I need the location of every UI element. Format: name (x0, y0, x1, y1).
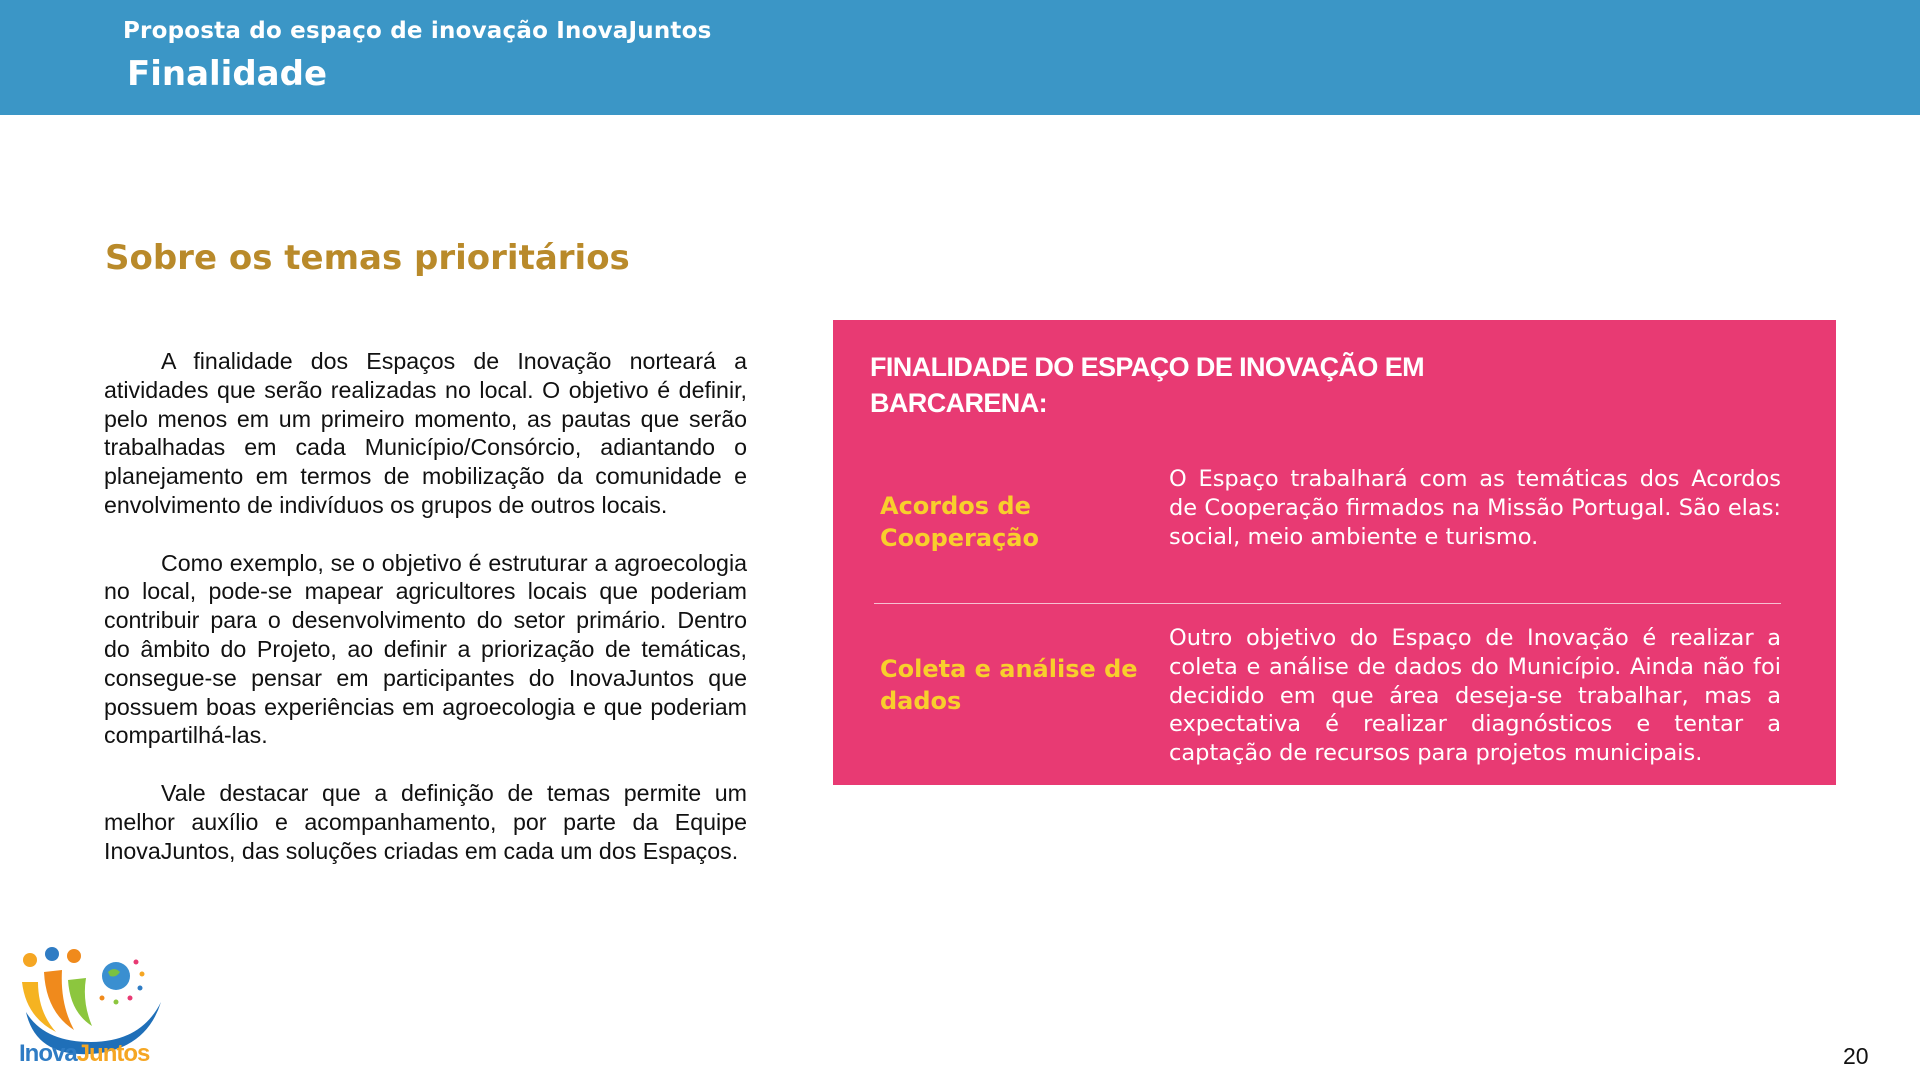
page-number: 20 (1843, 1043, 1869, 1069)
body-text (104, 347, 747, 865)
row-label-coleta: Coleta e análise de dados (880, 655, 1138, 715)
section-title: Sobre os temas prioritários (105, 238, 630, 278)
box-title: FINALIDADE DO ESPAÇO DE INOVAÇÃO EM BARCARENA: (870, 352, 1425, 418)
header-bar (0, 0, 1920, 115)
row-label-acordos: Acordos de Cooperação (880, 492, 1039, 552)
page-title: Finalidade (127, 54, 328, 94)
paragraph-3: Vale destacar que a definição de temas permite um melhor auxílio e acompanhamento, por parte da Equipe InovaJuntos, das soluções criadas em cada um dos Espaços. (104, 779, 747, 864)
logo-text-inova: Inova (19, 1040, 77, 1067)
logo-text-juntos: Juntos (76, 1040, 150, 1067)
row-divider (874, 603, 1781, 604)
header-subtitle: Proposta do espaço de inovação InovaJuntos (123, 18, 712, 44)
logo-wordmark (19, 1040, 149, 1068)
finalidade-box (833, 320, 1836, 785)
paragraph-2: Como exemplo, se o objetivo é estruturar a agroecologia no local, pode-se mapear agricultores locais que poderiam contribuir para o desenvolvimento do setor primário. Dentro do âmbito do Projeto, ao definir a priorização de temáticas, consegue-se pensar em participantes do InovaJuntos que possuem boas experiências em agroecologia e que poderiam compartilhá-las. (104, 549, 747, 749)
paragraph-1: A finalidade dos Espaços de Inovação norteará a atividades que serão realizadas no local. O objetivo é definir, pelo menos em um primeiro momento, as pautas que serão trabalhadas em cada Município/Consórcio, adiantando o planejamento em termos de mobilização da comunidade e envolvimento de indivíduos os grupos de outros locais. (104, 348, 747, 518)
row-text-coleta: Outro objetivo do Espaço de Inovação é realizar a coleta e análise de dados do Município. Ainda não foi decidido em que área deseja-se trabalhar, mas a expectativa é realizar diagnósticos e tentar a captação de recursos para projetos municipais. (1169, 625, 1781, 767)
row-text-acordos: O Espaço trabalhará com as temáticas dos Acordos de Cooperação firmados na Missão Portugal. São elas: social, meio ambiente e turismo. (1169, 466, 1781, 550)
